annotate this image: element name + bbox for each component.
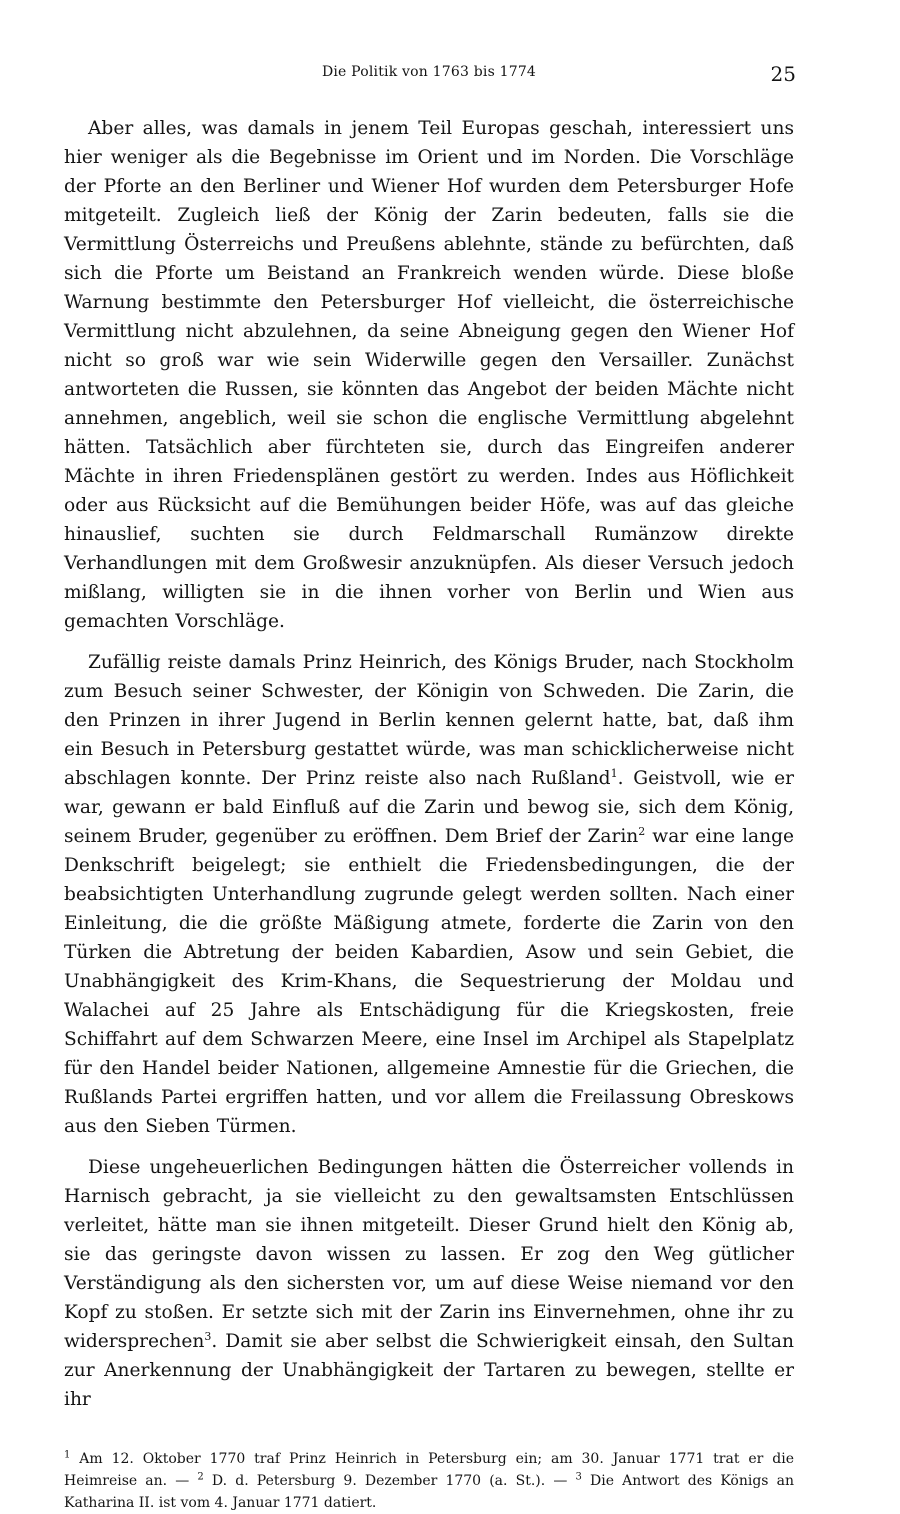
body-text: [64, 114, 794, 1414]
page-number: 25: [770, 62, 796, 86]
paragraph-text: Aber alles, was damals in jenem Teil Europas geschah, interessiert uns hier weniger als die Begebnisse im Orient und im Norden. Die Vorschläge der Pforte an den Berliner und Wiener Hof wurden dem Petersburger Hofe mitgeteilt. Zugleich ließ der König der Zarin bedeuten, falls sie die Vermittlung Österreichs und Preußens ablehnte, stände zu befürchten, daß sich die Pforte um Beistand an Frankreich wenden würde. Diese bloße Warnung bestimmte den Petersburger Hof vielleicht, die österreichische Vermittlung nicht abzulehnen, da seine Abneigung gegen den Wiener Hof nicht so groß war wie sein Widerwille gegen den Versailler. Zunächst antworteten die Russen, sie könnten das Angebot der beiden Mächte nicht annehmen, angeblich, weil sie schon die englische Vermittlung abgelehnt hätten. Tatsächlich aber fürchteten sie, durch das Eingreifen anderer Mächte in ihren Friedensplänen gestört zu werden. Indes aus Höflichkeit oder aus Rücksicht auf die Bemühungen beider Höfe, was auf das gleiche hinauslief, suchten sie durch Feldmarschall Rumänzow direkte Verhandlungen mit dem Großwesir anzuknüpfen. Als dieser Versuch jedoch mißlang, willigten sie in die ihnen vorher von Berlin und Wien aus gemachten Vorschläge.: [64, 118, 794, 632]
running-title: Die Politik von 1763 bis 1774: [321, 64, 537, 80]
paragraph-2: [64, 648, 794, 1141]
footnote-text: Am 12. Oktober 1770 traf Prinz Heinrich in Petersburg ein; am 30. Januar 1771 trat er die Heimreise an. —: [64, 1451, 795, 1489]
footnote-reference: 2: [638, 824, 646, 838]
paragraph-text: Zufällig reiste damals Prinz Heinrich, des Königs Bruder, nach Stockholm zum Besuch seiner Schwester, der Königin von Schweden. Die Zarin, die den Prinzen in ihrer Jugend in Berlin kennen gelernt hatte, bat, daß ihm ein Besuch in Petersburg gestattet würde, was man schicklicherweise nicht abschlagen konnte. Der Prinz reiste also nach Rußland: [64, 652, 794, 789]
footnote-mark: 2: [197, 1471, 204, 1483]
book-page: [64, 58, 794, 1514]
paragraph-text: Diese ungeheuerlichen Bedingungen hätten die Österreicher vollends in Harnisch gebracht, ja sie vielleicht zu den gewaltsamsten Entschlüssen verleitet, hätte man sie ihnen mitgeteilt. Dieser Grund hielt den König ab, sie das geringste davon wissen zu lassen. Er zog den Weg gütlicher Verständigung als den sichersten vor, um auf diese Weise niemand vor den Kopf zu stoßen. Er setzte sich mit der Zarin ins Einvernehmen, ohne ihr zu widersprechen: [64, 1157, 794, 1352]
paragraph-text: . Geistvoll, wie er war, gewann er bald Einfluß auf die Zarin und bewog sie, sich dem König, seinem Bruder, gegenüber zu eröffnen. Dem Brief der Zarin: [64, 768, 794, 847]
footnote-2: [197, 1473, 575, 1489]
running-header: [64, 58, 794, 92]
footnote-reference: 1: [610, 766, 618, 780]
footnote-mark: 1: [64, 1449, 71, 1461]
paragraph-3: [64, 1153, 794, 1414]
paragraph-text: . Damit sie aber selbst die Schwierigkeit einsah, den Sultan zur Anerkennung der Unabhängigkeit der Tartaren zu bewegen, stellte er ihr: [64, 1331, 794, 1410]
paragraph-text: war eine lange Denkschrift beigelegt; sie enthielt die Friedensbedingungen, die der beabsichtigten Unterhandlung zugrunde gelegt werden sollten. Nach einer Einleitung, die die größte Mäßigung atmete, forderte die Zarin von den Türken die Abtretung der beiden Kabardien, Asow und sein Gebiet, die Unabhängigkeit des Krim-Khans, die Sequestrierung der Moldau und Walachei auf 25 Jahre als Entschädigung für die Kriegskosten, freie Schiffahrt auf dem Schwarzen Meere, eine Insel im Archipel als Stapelplatz für den Handel beider Nationen, allgemeine Amnestie für die Griechen, die Rußlands Partei ergriffen hatten, und vor allem die Freilassung Obreskows aus den Sieben Türmen.: [64, 826, 794, 1137]
footnote-text: D. d. Petersburg 9. Dezember 1770 (a. St.). —: [211, 1473, 576, 1489]
footnote-mark: 3: [575, 1471, 582, 1483]
paragraph-1: [64, 114, 794, 636]
footnote-text: Die Antwort des Königs an Katharina II. ist vom 4. Januar 1771 datiert.: [64, 1473, 794, 1511]
footnote-reference: 3: [204, 1329, 212, 1343]
footnotes: [64, 1448, 794, 1514]
